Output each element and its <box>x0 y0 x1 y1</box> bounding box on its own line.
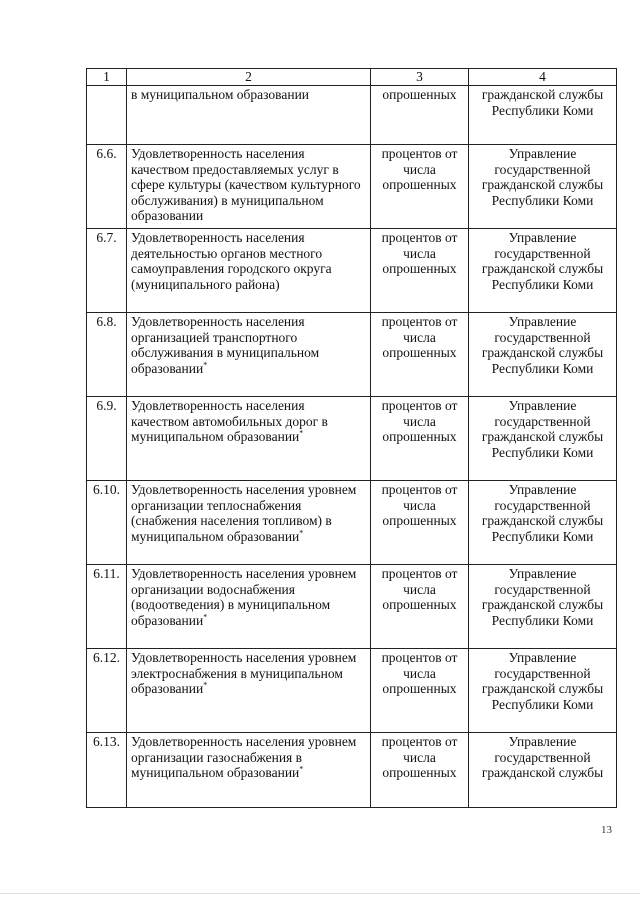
indicator-description-cell <box>127 145 371 229</box>
row-number: 6.9. <box>87 397 127 481</box>
row-number <box>87 86 127 145</box>
row-number: 6.7. <box>87 229 127 313</box>
indicator-description-cell <box>127 565 371 649</box>
indicator-description: Удовлетворенность населения организацией транспортного обслуживания в муниципальном образовании <box>131 314 320 376</box>
footnote-marker: * <box>299 428 304 438</box>
responsible-body: Управление государственной гражданской службы Республики Коми <box>469 229 617 313</box>
page-edge-divider <box>0 893 640 894</box>
unit-of-measure: процентов от числа опрошенных <box>371 229 469 313</box>
unit-of-measure: процентов от числа опрошенных <box>371 649 469 733</box>
unit-of-measure: процентов от числа опрошенных <box>371 397 469 481</box>
indicator-description: Удовлетворенность населения деятельностью органов местного самоуправления городского округа (муниципального района) <box>131 230 332 292</box>
indicator-description: Удовлетворенность населения уровнем организации теплоснабжения (снабжения населения топливом) в муниципальном образовании <box>131 482 357 544</box>
row-number: 6.13. <box>87 733 127 808</box>
responsible-body: Управление государственной гражданской службы Республики Коми <box>469 145 617 229</box>
indicator-description: Удовлетворенность населения качеством предоставляемых услуг в сфере культуры (качеством культурного обслуживания) в муниципальном образовании <box>131 146 361 223</box>
unit-of-measure: процентов от числа опрошенных <box>371 565 469 649</box>
table-row <box>87 733 617 808</box>
row-number: 6.12. <box>87 649 127 733</box>
table-row <box>87 565 617 649</box>
indicator-description: Удовлетворенность населения уровнем организации газоснабжения в муниципальном образовании <box>131 734 357 780</box>
row-number: 6.10. <box>87 481 127 565</box>
footnote-marker: * <box>203 612 208 621</box>
responsible-body: гражданской службы Республики Коми <box>469 86 617 145</box>
table-row <box>87 86 617 145</box>
indicator-description: Удовлетворенность населения уровнем организации водоснабжения (водоотведения) в муниципальном образовании <box>131 566 357 628</box>
table-row <box>87 145 617 229</box>
row-number: 6.6. <box>87 145 127 229</box>
table-row <box>87 397 617 481</box>
unit-of-measure: процентов от числа опрошенных <box>371 733 469 808</box>
indicator-description-cell <box>127 733 371 808</box>
unit-of-measure: процентов от числа опрошенных <box>371 313 469 397</box>
indicator-description-cell <box>127 397 371 481</box>
indicator-description-cell <box>127 313 371 397</box>
table-row <box>87 229 617 313</box>
table-row <box>87 313 617 397</box>
footnote-marker: * <box>299 764 304 774</box>
header-cell: 2 <box>127 69 371 86</box>
header-cell: 3 <box>371 69 469 86</box>
responsible-body: Управление государственной гражданской службы Республики Коми <box>469 397 617 481</box>
responsible-body: Управление государственной гражданской службы Республики Коми <box>469 481 617 565</box>
unit-of-measure: опрошенных <box>371 86 469 145</box>
indicators-table <box>86 68 617 808</box>
footnote-marker: * <box>203 680 208 690</box>
responsible-body: Управление государственной гражданской службы Республики Коми <box>469 565 617 649</box>
header-cell: 1 <box>87 69 127 86</box>
indicator-description-cell <box>127 649 371 733</box>
header-row <box>87 69 617 86</box>
indicator-description-cell <box>127 229 371 313</box>
footnote-marker: * <box>203 360 208 369</box>
footnote-marker: * <box>299 528 304 537</box>
table-row <box>87 649 617 733</box>
responsible-body: Управление государственной гражданской службы Республики Коми <box>469 649 617 733</box>
header-cell: 4 <box>469 69 617 86</box>
responsible-body: Управление государственной гражданской службы Республики Коми <box>469 313 617 397</box>
responsible-body: Управление государственной гражданской службы <box>469 733 617 808</box>
row-number: 6.11. <box>87 565 127 649</box>
indicator-description: в муниципальном образовании <box>127 86 371 145</box>
table-row <box>87 481 617 565</box>
unit-of-measure: процентов от числа опрошенных <box>371 145 469 229</box>
indicator-description: Удовлетворенность населения качеством автомобильных дорог в муниципальном образовании <box>131 398 328 444</box>
indicator-description-cell <box>127 481 371 565</box>
indicator-description: Удовлетворенность населения уровнем электроснабжения в муниципальном образовании <box>131 650 357 696</box>
row-number: 6.8. <box>87 313 127 397</box>
page-number: 13 <box>601 824 612 836</box>
unit-of-measure: процентов от числа опрошенных <box>371 481 469 565</box>
